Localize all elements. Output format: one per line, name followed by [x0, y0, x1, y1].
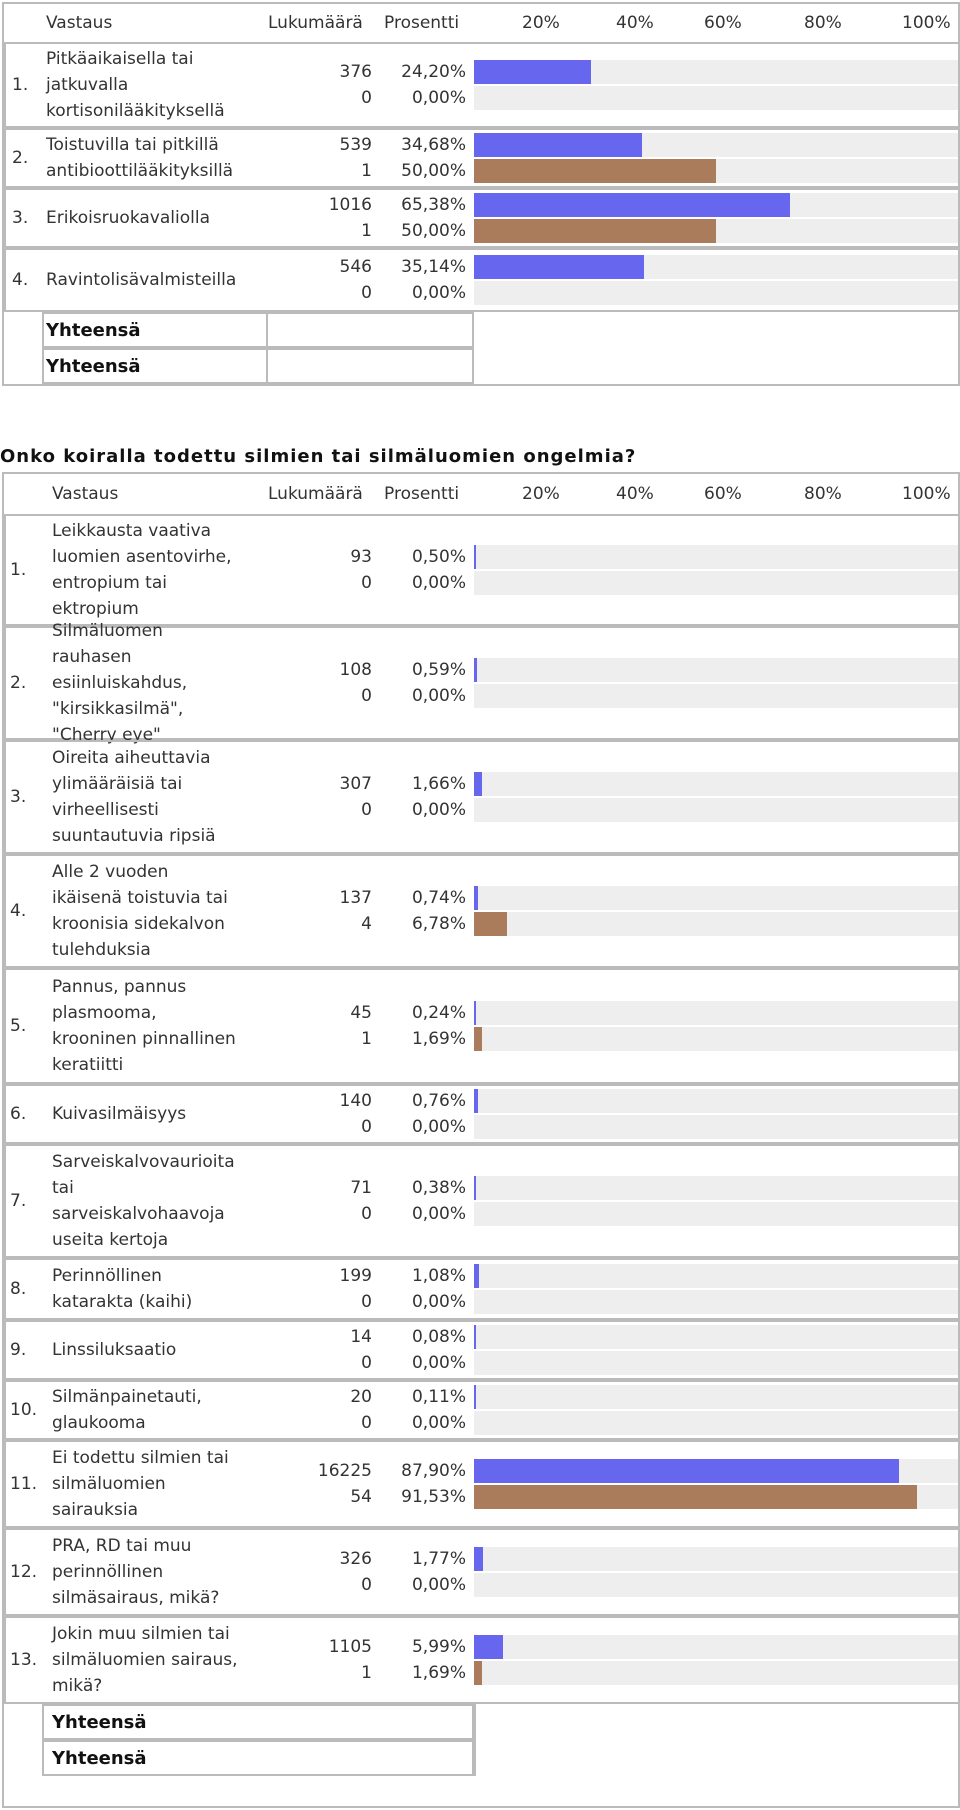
bar-track-series-2: [474, 1411, 958, 1435]
count-series-1: 199: [339, 1266, 372, 1286]
row-label-line: sarveiskalvohaavoja: [52, 1204, 225, 1224]
count-series-2: 1: [361, 161, 372, 181]
percent-series-1: 87,90%: [401, 1461, 466, 1481]
row-label-line: PRA, RD tai muu: [52, 1536, 192, 1556]
bar-track-series-1: [474, 133, 958, 157]
row-label-line: tulehduksia: [52, 940, 151, 960]
percent-series-1: 0,11%: [411, 1387, 466, 1407]
count-series-1: 1016: [328, 195, 372, 215]
row-label-line: Pannus, pannus: [52, 977, 187, 997]
row-label-line: ektropium: [52, 599, 139, 619]
count-series-2: 0: [361, 686, 372, 706]
count-series-1: 376: [339, 62, 372, 82]
row-label: [46, 248, 236, 312]
row-label-line: perinnöllinen: [52, 1562, 164, 1582]
bar-series-1: [474, 1635, 503, 1659]
count-series-1: 20: [350, 1387, 372, 1407]
header-scale-5: 100%: [902, 484, 951, 504]
row-label-line: Leikkausta vaativa: [52, 521, 212, 541]
row-label-line: glaukooma: [52, 1413, 146, 1433]
count-series-2: 0: [361, 1413, 372, 1433]
totals-label: Yhteensä: [46, 355, 141, 377]
bar-track-series-2: [474, 281, 958, 305]
percent-series-2: 0,00%: [411, 88, 466, 108]
row-label-line: kortisonilääkityksellä: [46, 101, 225, 121]
percent-series-1: 0,59%: [411, 660, 466, 680]
totals-row-value: [472, 1704, 476, 1740]
header-answer: Vastaus: [52, 484, 119, 504]
count-series-1: 140: [339, 1091, 372, 1111]
bar-track-series-2: [474, 86, 958, 110]
row-number: 9.: [10, 1340, 27, 1360]
row-label: [52, 1320, 176, 1380]
row-label: [52, 1380, 202, 1440]
row-label-line: Ei todettu silmien tai: [52, 1448, 229, 1468]
bar-track-series-2: [474, 1661, 958, 1685]
bar-track-series-1: [474, 886, 958, 910]
percent-series-1: 35,14%: [401, 257, 466, 277]
percent-series-1: 0,74%: [411, 888, 466, 908]
percent-series-2: 0,00%: [411, 1117, 466, 1137]
bar-series-1: [474, 772, 482, 796]
bar-track-series-2: [474, 219, 958, 243]
row-label-line: Sarveiskalvovaurioita: [52, 1152, 235, 1172]
bar-series-1: [474, 255, 644, 279]
percent-series-1: 1,08%: [411, 1266, 466, 1286]
row-label-line: jatkuvalla: [46, 75, 129, 95]
row-label-line: tai: [52, 1178, 74, 1198]
row-number: 4.: [12, 270, 29, 290]
count-series-2: 1: [361, 221, 372, 241]
count-series-2: 0: [361, 283, 372, 303]
bar-track-series-1: [474, 1001, 958, 1025]
count-series-2: 1: [361, 1029, 372, 1049]
row-label-line: silmäsairaus, mikä?: [52, 1588, 220, 1608]
bar-series-1: [474, 193, 790, 217]
row-label-line: ikäisenä toistuvia tai: [52, 888, 228, 908]
totals-label: Yhteensä: [46, 319, 141, 341]
count-series-2: 54: [350, 1487, 372, 1507]
row-number: 3.: [12, 208, 29, 228]
row-label-line: Silmänpainetauti,: [52, 1387, 202, 1407]
row-label-line: suuntautuvia ripsiä: [52, 826, 216, 846]
row-label-line: katarakta (kaihi): [52, 1292, 193, 1312]
row-label-line: silmäluomien sairaus,: [52, 1650, 238, 1670]
row-number: 10.: [10, 1400, 38, 1420]
row-label-line: Oireita aiheuttavia: [52, 748, 211, 768]
bar-series-1: [474, 1001, 476, 1025]
percent-series-1: 0,24%: [411, 1003, 466, 1023]
bar-series-2: [474, 219, 716, 243]
row-label-line: virheellisesti: [52, 800, 159, 820]
count-series-1: 137: [339, 888, 372, 908]
row-number: 12.: [10, 1562, 38, 1582]
percent-series-2: 0,00%: [411, 1204, 466, 1224]
row-label: [52, 1258, 192, 1320]
bar-track-series-1: [474, 193, 958, 217]
percent-series-2: 0,00%: [411, 1413, 466, 1433]
percent-series-2: 0,00%: [411, 1575, 466, 1595]
header-scale-3: 60%: [704, 13, 742, 33]
bar-series-2: [474, 159, 716, 183]
bar-track-series-2: [474, 159, 958, 183]
bar-series-1: [474, 658, 477, 682]
totals-label: Yhteensä: [52, 1747, 147, 1769]
row-label-line: Toistuvilla tai pitkillä: [46, 135, 219, 155]
bar-series-1: [474, 886, 478, 910]
bar-series-1: [474, 60, 591, 84]
header-scale-4: 80%: [804, 484, 842, 504]
bar-track-series-1: [474, 1385, 958, 1409]
totals-row-value: [472, 1740, 476, 1776]
totals-row-value: [266, 312, 474, 348]
bar-series-1: [474, 1264, 479, 1288]
bar-track-series-2: [474, 1573, 958, 1597]
row-label-line: Kuivasilmäisyys: [52, 1104, 187, 1124]
count-series-1: 108: [339, 660, 372, 680]
count-series-2: 0: [361, 1204, 372, 1224]
row-label-line: useita kertoja: [52, 1230, 169, 1250]
count-series-1: 1105: [328, 1637, 372, 1657]
bar-track-series-2: [474, 798, 958, 822]
percent-series-2: 6,78%: [411, 914, 466, 934]
bar-track-series-1: [474, 1325, 958, 1349]
bar-track-series-2: [474, 912, 958, 936]
percent-series-1: 0,08%: [411, 1327, 466, 1347]
header-percent: Prosentti: [384, 484, 460, 504]
row-label-line: silmäluomien: [52, 1474, 166, 1494]
row-label: [52, 1528, 219, 1616]
header-count: Lukumäärä: [268, 13, 363, 33]
bar-series-1: [474, 1385, 476, 1409]
count-series-1: 326: [339, 1549, 372, 1569]
percent-series-1: 1,66%: [411, 774, 466, 794]
percent-series-1: 5,99%: [411, 1637, 466, 1657]
bar-track-series-2: [474, 1027, 958, 1051]
header-scale-5: 100%: [902, 13, 951, 33]
percent-series-2: 0,00%: [411, 1353, 466, 1373]
count-series-2: 0: [361, 88, 372, 108]
bar-track-series-1: [474, 60, 958, 84]
count-series-2: 4: [361, 914, 372, 934]
bar-series-1: [474, 1459, 899, 1483]
row-label: [52, 1616, 238, 1704]
count-series-1: 14: [350, 1327, 372, 1347]
bar-track-series-1: [474, 1264, 958, 1288]
percent-series-1: 0,50%: [411, 547, 466, 567]
bar-track-series-1: [474, 658, 958, 682]
row-label-line: esiinluiskahdus,: [52, 673, 188, 693]
bar-track-series-2: [474, 1202, 958, 1226]
percent-series-2: 1,69%: [411, 1663, 466, 1683]
header-answer: Vastaus: [46, 13, 113, 33]
row-label-line: plasmooma,: [52, 1003, 157, 1023]
results-table-2: [2, 472, 960, 1808]
row-label-line: ylimääräisiä tai: [52, 774, 183, 794]
row-label: [52, 968, 236, 1084]
row-label-line: rauhasen: [52, 647, 132, 667]
header-scale-4: 80%: [804, 13, 842, 33]
percent-series-2: 50,00%: [401, 221, 466, 241]
bar-series-2: [474, 1661, 482, 1685]
count-series-2: 0: [361, 1117, 372, 1137]
row-label-line: kroonisia sidekalvon: [52, 914, 225, 934]
bar-series-1: [474, 1547, 483, 1571]
bar-series-2: [474, 1485, 917, 1509]
row-label-line: krooninen pinnallinen: [52, 1029, 236, 1049]
bar-series-1: [474, 1176, 476, 1200]
row-number: 1.: [12, 75, 29, 95]
row-number: 13.: [10, 1650, 38, 1670]
percent-series-1: 65,38%: [401, 195, 466, 215]
totals-row-value: [266, 348, 474, 384]
row-number: 2.: [12, 148, 29, 168]
header-percent: Prosentti: [384, 13, 460, 33]
count-series-1: 93: [350, 547, 372, 567]
row-label: [52, 1144, 235, 1258]
count-series-1: 16225: [317, 1461, 372, 1481]
percent-series-2: 91,53%: [401, 1487, 466, 1507]
count-series-2: 0: [361, 800, 372, 820]
percent-series-2: 0,00%: [411, 573, 466, 593]
row-label-line: Erikoisruokavaliolla: [46, 208, 210, 228]
row-label: [46, 128, 233, 188]
percent-series-1: 0,76%: [411, 1091, 466, 1111]
header-scale-1: 20%: [522, 484, 560, 504]
bar-track-series-1: [474, 1459, 958, 1483]
row-label-line: mikä?: [52, 1676, 103, 1696]
bar-series-1: [474, 545, 476, 569]
percent-series-2: 0,00%: [411, 686, 466, 706]
count-series-1: 71: [350, 1178, 372, 1198]
percent-series-2: 50,00%: [401, 161, 466, 181]
row-number: 3.: [10, 787, 27, 807]
row-label-line: keratiitti: [52, 1055, 124, 1075]
row-number: 8.: [10, 1279, 27, 1299]
totals-label: Yhteensä: [52, 1711, 147, 1733]
header-count: Lukumäärä: [268, 484, 363, 504]
question-title: Onko koiralla todettu silmien tai silmäluomien ongelmia?: [0, 446, 637, 467]
count-series-2: 1: [361, 1663, 372, 1683]
row-label: [52, 1084, 186, 1144]
bar-track-series-1: [474, 545, 958, 569]
count-series-1: 539: [339, 135, 372, 155]
row-label-line: Ravintolisävalmisteilla: [46, 270, 237, 290]
bar-track-series-2: [474, 1290, 958, 1314]
header-scale-2: 40%: [616, 13, 654, 33]
count-series-1: 546: [339, 257, 372, 277]
bar-track-series-1: [474, 255, 958, 279]
bar-track-series-2: [474, 571, 958, 595]
count-series-2: 0: [361, 573, 372, 593]
row-number: 7.: [10, 1191, 27, 1211]
row-label: [52, 621, 188, 745]
bar-track-series-1: [474, 772, 958, 796]
header-scale-1: 20%: [522, 13, 560, 33]
bar-series-2: [474, 1027, 482, 1051]
row-label: [52, 1440, 229, 1528]
bar-track-series-2: [474, 684, 958, 708]
row-label: [46, 188, 210, 248]
bar-track-series-1: [474, 1089, 958, 1113]
row-label-line: Pitkäaikaisella tai: [46, 49, 194, 69]
row-label: [46, 42, 225, 128]
row-number: 11.: [10, 1474, 38, 1494]
row-number: 2.: [10, 673, 27, 693]
percent-series-1: 0,38%: [411, 1178, 466, 1198]
bar-track-series-1: [474, 1635, 958, 1659]
row-label-line: Perinnöllinen: [52, 1266, 162, 1286]
bar-track-series-1: [474, 1547, 958, 1571]
count-series-2: 0: [361, 1292, 372, 1312]
row-label-line: Linssiluksaatio: [52, 1340, 177, 1360]
percent-series-2: 1,69%: [411, 1029, 466, 1049]
count-series-2: 0: [361, 1575, 372, 1595]
row-number: 1.: [10, 560, 27, 580]
row-label: [52, 854, 228, 968]
header-scale-3: 60%: [704, 484, 742, 504]
row-label-line: antibioottilääkityksillä: [46, 161, 234, 181]
bar-series-1: [474, 1089, 478, 1113]
count-series-1: 45: [350, 1003, 372, 1023]
bar-track-series-2: [474, 1115, 958, 1139]
row-number: 4.: [10, 901, 27, 921]
bar-track-series-1: [474, 1176, 958, 1200]
bar-series-2: [474, 912, 507, 936]
bar-track-series-2: [474, 1351, 958, 1375]
row-number: 6.: [10, 1104, 27, 1124]
bar-track-series-2: [474, 1485, 958, 1509]
header-scale-2: 40%: [616, 484, 654, 504]
percent-series-1: 24,20%: [401, 62, 466, 82]
percent-series-2: 0,00%: [411, 1292, 466, 1312]
row-label-line: "kirsikkasilmä",: [52, 699, 184, 719]
row-label-line: entropium tai: [52, 573, 167, 593]
row-label: [52, 740, 216, 854]
percent-series-2: 0,00%: [411, 283, 466, 303]
row-number: 5.: [10, 1016, 27, 1036]
row-label-line: luomien asentovirhe,: [52, 547, 232, 567]
bar-series-1: [474, 133, 642, 157]
row-label-line: sairauksia: [52, 1500, 139, 1520]
row-label: [52, 514, 232, 626]
percent-series-2: 0,00%: [411, 800, 466, 820]
results-table-1: [2, 2, 960, 386]
bar-series-1: [474, 1325, 476, 1349]
percent-series-1: 1,77%: [411, 1549, 466, 1569]
row-label-line: Jokin muu silmien tai: [52, 1624, 230, 1644]
row-label-line: "Cherry eye": [52, 725, 161, 745]
count-series-1: 307: [339, 774, 372, 794]
row-label-line: Alle 2 vuoden: [52, 862, 169, 882]
percent-series-1: 34,68%: [401, 135, 466, 155]
row-label-line: Silmäluomen: [52, 621, 163, 641]
count-series-2: 0: [361, 1353, 372, 1373]
